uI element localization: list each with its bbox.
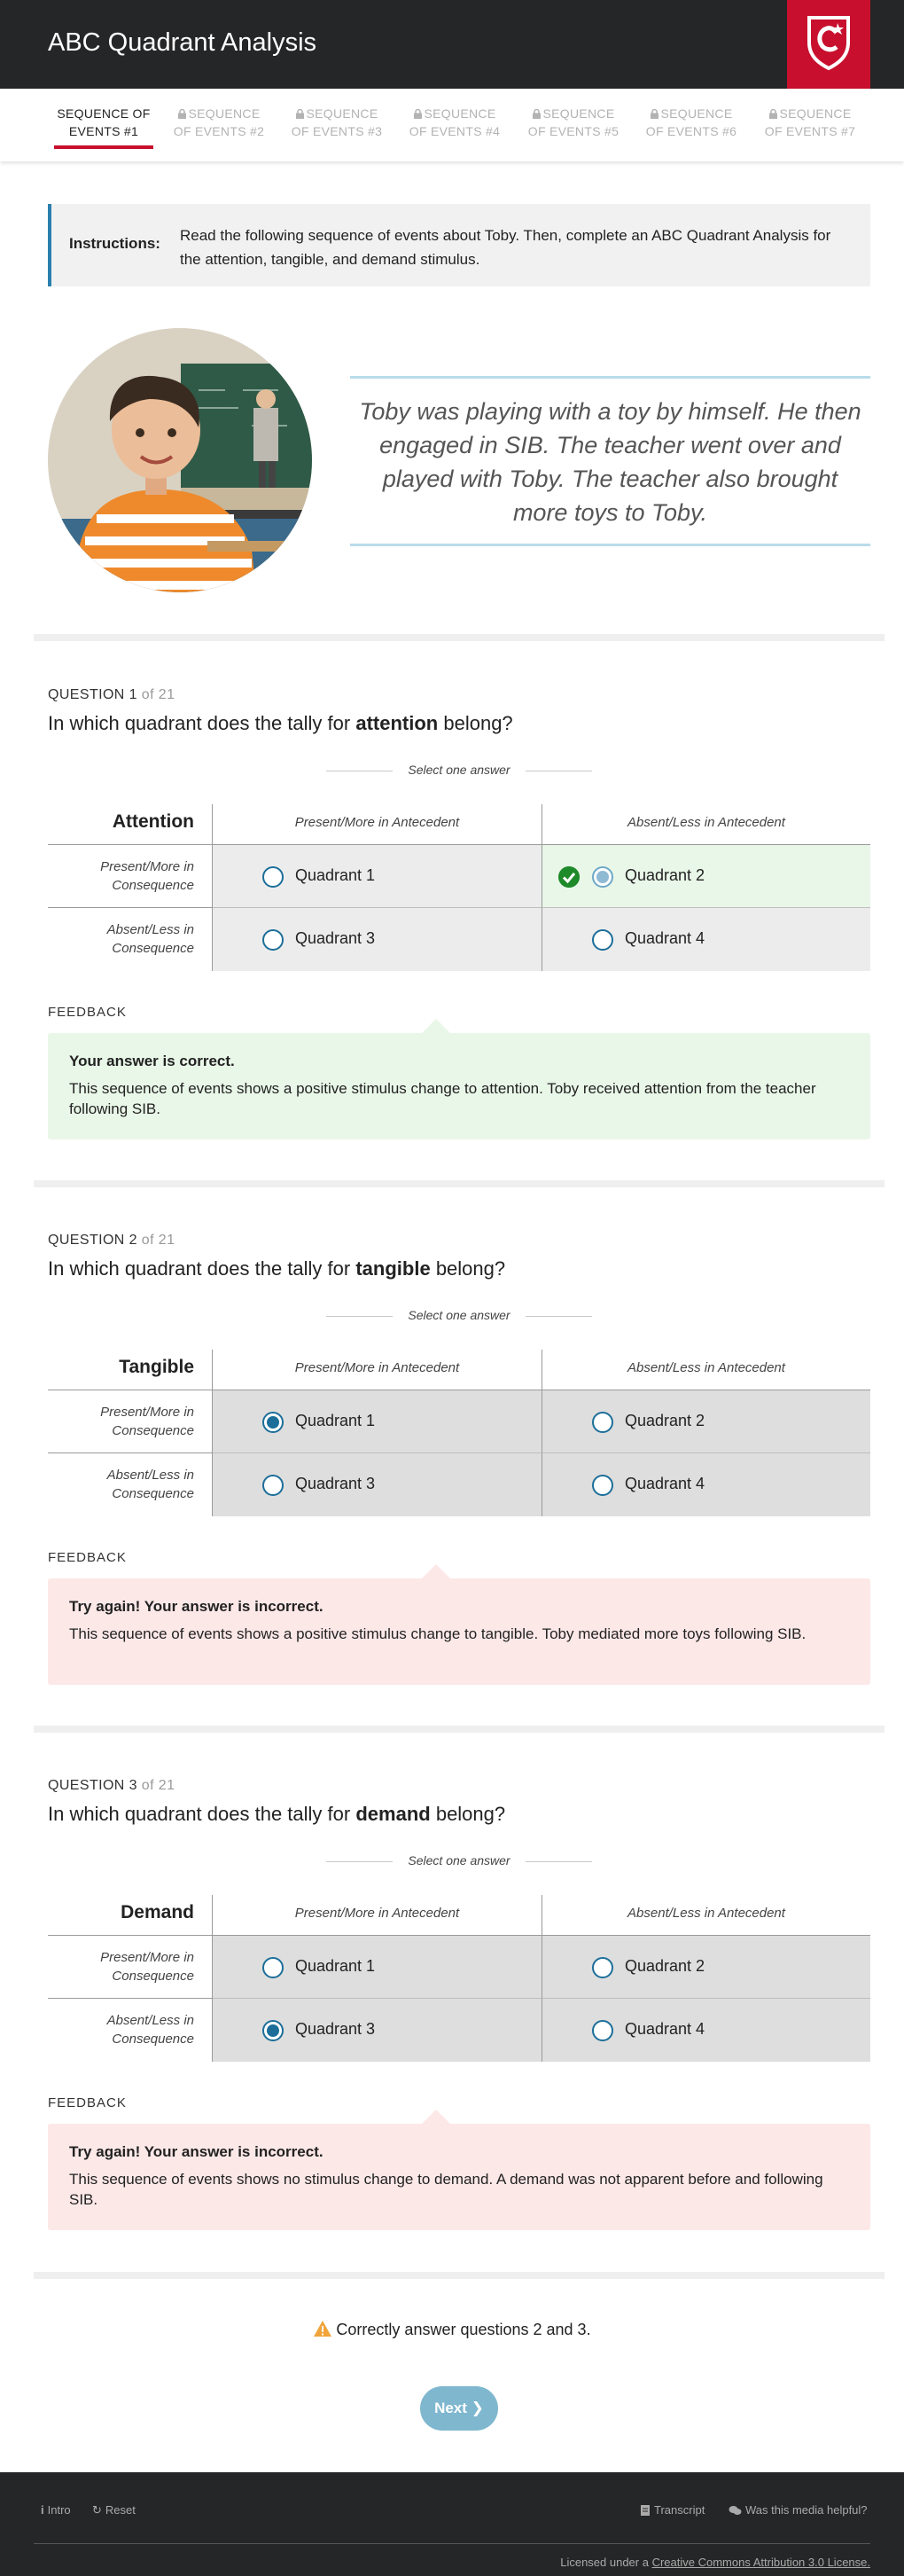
tab-label-line2: OF EVENTS #3 <box>291 124 383 138</box>
intro-label: Intro <box>47 2503 71 2517</box>
feedback-incorrect <box>48 1578 870 1685</box>
quadrant-grid-attention <box>48 804 870 971</box>
intro-link[interactable] <box>41 2503 71 2517</box>
tab-label-line1: SEQUENCE OF <box>57 106 151 121</box>
feedback-label: FEEDBACK <box>48 1550 127 1565</box>
question-total: of 21 <box>141 1233 175 1248</box>
next-label: Next <box>434 2400 467 2416</box>
feedback-correct <box>48 1033 870 1139</box>
question-prompt <box>48 1803 505 1826</box>
prompt-post: belong? <box>443 712 513 734</box>
completion-status <box>0 2320 904 2339</box>
feedback-heading: Your answer is correct. <box>69 1053 235 1069</box>
next-button[interactable] <box>420 2386 498 2431</box>
option-label: Quadrant 3 <box>295 2020 376 2038</box>
quadrant-4-option[interactable] <box>542 1453 870 1516</box>
tab-sequence-4[interactable] <box>401 105 508 140</box>
prompt-stimulus: attention <box>355 712 439 734</box>
grid-title: Tangible <box>48 1350 213 1390</box>
lock-icon <box>178 109 186 119</box>
question-total: of 21 <box>141 687 175 702</box>
sequence-tabs <box>0 89 904 161</box>
boy-in-classroom-illustration <box>48 328 312 592</box>
select-one-hint: Select one answer <box>326 763 592 777</box>
radio-button[interactable] <box>262 1475 284 1496</box>
info-icon: i <box>41 2503 44 2517</box>
quadrant-1-option[interactable] <box>213 1936 542 1999</box>
license-notice <box>560 2556 870 2569</box>
quadrant-grid-tangible <box>48 1350 870 1516</box>
instructions-text: Read the following sequence of events about Toby. Then, complete an ABC Quadrant Analysis for the attention, tangible, and demand stimulus. <box>180 227 831 268</box>
row-header-absent <box>48 1453 213 1516</box>
lock-icon <box>533 109 541 119</box>
quadrant-4-option[interactable] <box>542 1999 870 2062</box>
question-prompt <box>48 712 513 735</box>
column-header-absent: Absent/Less in Antecedent <box>542 804 870 845</box>
radio-button-selected[interactable] <box>262 2020 284 2041</box>
tab-sequence-1[interactable] <box>51 105 157 140</box>
feedback-body: This sequence of events shows a positive stimulus change to attention. Toby received attention from the teacher following SIB. <box>69 1080 816 1117</box>
row-header-present <box>48 1936 213 1999</box>
feedback-heading: Try again! Your answer is incorrect. <box>69 2143 323 2160</box>
license-text: Licensed under a <box>560 2556 649 2569</box>
page-title: ABC Quadrant Analysis <box>48 28 317 57</box>
row-header-present <box>48 845 213 908</box>
tab-sequence-3[interactable] <box>284 105 390 140</box>
prompt-post: belong? <box>435 1257 506 1280</box>
row-header-line2: Consequence <box>112 878 194 893</box>
select-one-hint: Select one answer <box>326 1853 592 1867</box>
reset-link[interactable] <box>92 2503 136 2517</box>
tab-sequence-2[interactable] <box>166 105 272 140</box>
option-label: Quadrant 4 <box>625 2020 705 2038</box>
option-label: Quadrant 2 <box>625 866 705 884</box>
radio-button[interactable] <box>262 929 284 951</box>
row-header-line1: Absent/Less in <box>106 2013 194 2028</box>
question-index: 1 <box>129 687 137 702</box>
tab-label-line2: EVENTS #1 <box>68 124 139 138</box>
quadrant-2-option[interactable] <box>542 845 870 908</box>
option-label: Quadrant 4 <box>625 1475 705 1492</box>
prompt-pre: In which quadrant does the tally for <box>48 1257 351 1280</box>
tab-sequence-6[interactable] <box>638 105 744 140</box>
section-divider <box>34 1180 885 1187</box>
student-photo <box>48 328 312 592</box>
option-label: Quadrant 2 <box>625 1412 705 1429</box>
radio-button[interactable] <box>592 1412 613 1433</box>
quadrant-1-option[interactable] <box>213 845 542 908</box>
footer <box>0 2472 904 2576</box>
feedback-body: This sequence of events shows a positive stimulus change to tangible. Toby mediated more toys following SIB. <box>69 1625 807 1642</box>
option-label: Quadrant 1 <box>295 866 376 884</box>
status-message: Correctly answer questions 2 and 3. <box>336 2321 591 2338</box>
instructions-box <box>48 204 870 286</box>
shield-logo-icon <box>804 12 853 71</box>
quadrant-4-option[interactable] <box>542 908 870 971</box>
tab-label-line2: OF EVENTS #6 <box>645 124 737 138</box>
brand-logo <box>787 0 870 89</box>
question-number <box>48 687 175 703</box>
tab-label-line1: SEQUENCE <box>779 106 852 121</box>
option-label: Quadrant 1 <box>295 1412 376 1429</box>
tab-label-line2: OF EVENTS #5 <box>527 124 620 138</box>
row-header-line1: Present/More in <box>100 1405 194 1420</box>
quadrant-2-option[interactable] <box>542 1936 870 1999</box>
question-word: QUESTION <box>48 1778 125 1793</box>
section-divider <box>34 634 885 641</box>
section-divider <box>34 2272 885 2279</box>
check-circle-icon <box>558 866 580 888</box>
tab-sequence-5[interactable] <box>520 105 627 140</box>
tab-sequence-7[interactable] <box>757 105 863 140</box>
lock-icon <box>296 109 304 119</box>
option-label: Quadrant 3 <box>295 929 376 947</box>
row-header-line1: Present/More in <box>100 1950 194 1965</box>
prompt-pre: In which quadrant does the tally for <box>48 712 351 734</box>
question-word: QUESTION <box>48 687 125 702</box>
prompt-stimulus: demand <box>355 1803 431 1825</box>
radio-button[interactable] <box>592 929 613 951</box>
transcript-link[interactable] <box>640 2503 705 2517</box>
question-total: of 21 <box>141 1778 175 1793</box>
radio-button-selected[interactable] <box>592 866 613 888</box>
grid-title: Demand <box>48 1895 213 1936</box>
feedback-heading: Try again! Your answer is incorrect. <box>69 1598 323 1615</box>
chevron-right-icon: ❯ <box>471 2400 484 2416</box>
radio-button[interactable] <box>262 1957 284 1978</box>
document-icon <box>640 2505 651 2516</box>
radio-button[interactable] <box>592 1957 613 1978</box>
question-index: 2 <box>129 1233 137 1248</box>
question-number <box>48 1233 175 1249</box>
column-header-present: Present/More in Antecedent <box>213 1350 542 1390</box>
radio-button[interactable] <box>592 2020 613 2041</box>
chat-bubbles-icon <box>729 2505 742 2516</box>
tab-label-line1: SEQUENCE <box>306 106 378 121</box>
grid-title: Attention <box>48 804 213 845</box>
lock-icon <box>651 109 659 119</box>
row-header-line2: Consequence <box>112 2032 194 2047</box>
feedback-incorrect <box>48 2124 870 2230</box>
reset-label: Reset <box>105 2503 136 2517</box>
helpful-label: Was this media helpful? <box>745 2503 868 2517</box>
feedback-survey-link[interactable] <box>729 2503 868 2517</box>
row-header-line1: Present/More in <box>100 859 194 874</box>
instructions-label: Instructions: <box>69 235 160 252</box>
quadrant-3-option[interactable] <box>213 1453 542 1516</box>
row-header-line2: Consequence <box>112 1423 194 1438</box>
transcript-label: Transcript <box>654 2503 705 2517</box>
quadrant-grid-demand <box>48 1895 870 2062</box>
footer-divider <box>34 2543 870 2544</box>
feedback-label: FEEDBACK <box>48 1005 127 1020</box>
row-header-line1: Absent/Less in <box>106 1468 194 1483</box>
column-header-present: Present/More in Antecedent <box>213 1895 542 1936</box>
tab-label-line2: OF EVENTS #7 <box>764 124 856 138</box>
section-divider <box>34 1726 885 1733</box>
tab-label-line1: SEQUENCE <box>542 106 615 121</box>
license-link[interactable]: Creative Commons Attribution 3.0 License. <box>651 2556 870 2569</box>
prompt-stimulus: tangible <box>355 1257 431 1280</box>
option-label: Quadrant 1 <box>295 1957 376 1975</box>
scenario-text: Toby was playing with a toy by himself. He then engaged in SIB. The teacher went over and played with Toby. The teacher also brought more toys to Toby. <box>359 398 861 526</box>
tab-label-line1: SEQUENCE <box>188 106 261 121</box>
tab-label-line2: OF EVENTS #2 <box>173 124 265 138</box>
refresh-icon: ↻ <box>92 2503 102 2517</box>
option-label: Quadrant 3 <box>295 1475 376 1492</box>
quadrant-3-option[interactable] <box>213 908 542 971</box>
row-header-absent <box>48 908 213 971</box>
feedback-body: This sequence of events shows no stimulus change to demand. A demand was not apparent before and following SIB. <box>69 2171 823 2208</box>
column-header-present: Present/More in Antecedent <box>213 804 542 845</box>
question-prompt <box>48 1257 505 1280</box>
row-header-line2: Consequence <box>112 1486 194 1501</box>
radio-button[interactable] <box>262 866 284 888</box>
tab-label-line1: SEQUENCE <box>660 106 733 121</box>
lock-icon <box>414 109 422 119</box>
row-header-line2: Consequence <box>112 1969 194 1984</box>
quadrant-2-option[interactable] <box>542 1390 870 1453</box>
app-header <box>0 0 904 89</box>
quadrant-1-option[interactable] <box>213 1390 542 1453</box>
tab-label-line1: SEQUENCE <box>424 106 496 121</box>
warning-icon <box>313 2320 332 2337</box>
radio-button-selected[interactable] <box>262 1412 284 1433</box>
lock-icon <box>769 109 777 119</box>
option-label: Quadrant 4 <box>625 929 705 947</box>
scenario-quote <box>350 376 870 546</box>
radio-button[interactable] <box>592 1475 613 1496</box>
select-one-hint: Select one answer <box>326 1308 592 1322</box>
question-number <box>48 1778 175 1794</box>
column-header-absent: Absent/Less in Antecedent <box>542 1895 870 1936</box>
prompt-pre: In which quadrant does the tally for <box>48 1803 351 1825</box>
row-header-absent <box>48 1999 213 2062</box>
column-header-absent: Absent/Less in Antecedent <box>542 1350 870 1390</box>
row-header-present <box>48 1390 213 1453</box>
prompt-post: belong? <box>435 1803 506 1825</box>
question-word: QUESTION <box>48 1233 125 1248</box>
question-index: 3 <box>129 1778 137 1793</box>
option-label: Quadrant 2 <box>625 1957 705 1975</box>
tab-label-line2: OF EVENTS #4 <box>409 124 501 138</box>
quadrant-3-option[interactable] <box>213 1999 542 2062</box>
row-header-line2: Consequence <box>112 941 194 956</box>
row-header-line1: Absent/Less in <box>106 922 194 937</box>
feedback-label: FEEDBACK <box>48 2095 127 2110</box>
